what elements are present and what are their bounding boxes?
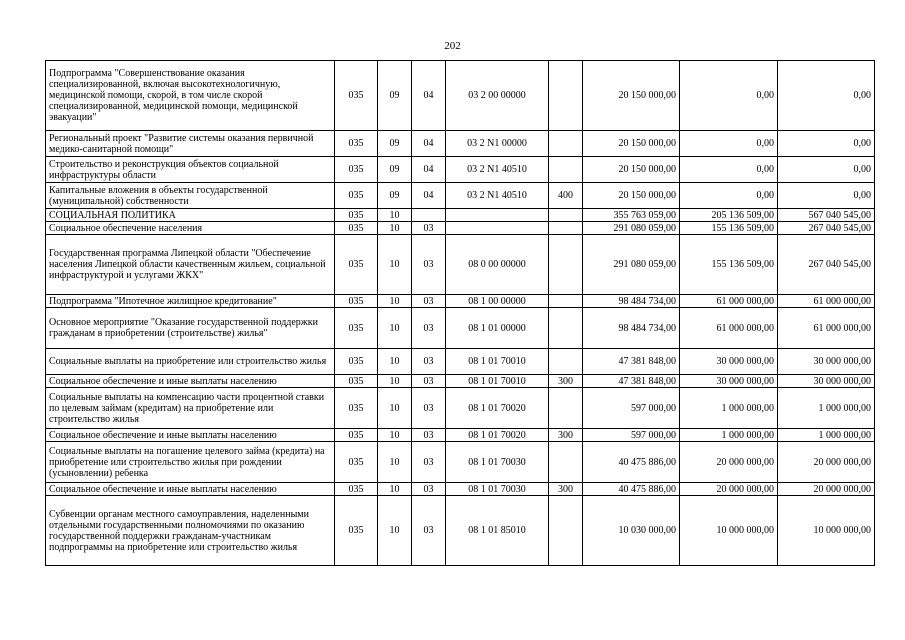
row-name-cell: Основное мероприятие "Оказание государственной поддержки гражданам в приобретении (строительстве) жилья": [46, 308, 335, 349]
row-name-cell: Подпрограмма "Ипотечное жилищное кредитование": [46, 295, 335, 308]
amount-year1-cell: 47 381 848,00: [583, 375, 680, 388]
subsection-code-cell: 03: [412, 349, 446, 375]
table-row: [46, 183, 875, 209]
amount-year2-cell: 61 000 000,00: [680, 295, 778, 308]
amount-year2-cell: 20 000 000,00: [680, 483, 778, 496]
expense-type-cell: 300: [549, 483, 583, 496]
row-name-cell: Подпрограмма "Совершенствование оказания специализированной, включая высокотехнологичную, медицинской помощи, скорой, в том числе скорой специализированной, медицинской помощи, медицинской эвакуации": [46, 61, 335, 131]
target-article-cell: [446, 209, 549, 222]
admin-code-cell: 035: [335, 157, 378, 183]
row-name-cell: Социальное обеспечение населения: [46, 222, 335, 235]
subsection-code-cell: 03: [412, 442, 446, 483]
amount-year2-cell: 10 000 000,00: [680, 496, 778, 566]
target-article-cell: 08 0 00 00000: [446, 235, 549, 295]
admin-code-cell: 035: [335, 235, 378, 295]
section-code-cell: 09: [378, 157, 412, 183]
target-article-cell: 03 2 00 00000: [446, 61, 549, 131]
subsection-code-cell: 03: [412, 308, 446, 349]
expense-type-cell: [549, 295, 583, 308]
admin-code-cell: 035: [335, 183, 378, 209]
amount-year3-cell: 10 000 000,00: [778, 496, 875, 566]
expense-type-cell: [549, 61, 583, 131]
section-code-cell: 10: [378, 308, 412, 349]
admin-code-cell: 035: [335, 388, 378, 429]
amount-year3-cell: 61 000 000,00: [778, 308, 875, 349]
amount-year3-cell: 0,00: [778, 131, 875, 157]
amount-year3-cell: 30 000 000,00: [778, 375, 875, 388]
row-name-cell: Субвенции органам местного самоуправления, наделенными отдельными государственными полномочиями по оказанию государственной поддержки гражданам-участникам подпрограммы на приобретение или строительство жилья: [46, 496, 335, 566]
target-article-cell: 08 1 00 00000: [446, 295, 549, 308]
expense-type-cell: [549, 222, 583, 235]
amount-year3-cell: 61 000 000,00: [778, 295, 875, 308]
subsection-code-cell: 04: [412, 131, 446, 157]
table-row: [46, 61, 875, 131]
amount-year2-cell: 0,00: [680, 131, 778, 157]
section-code-cell: 09: [378, 131, 412, 157]
amount-year2-cell: 30 000 000,00: [680, 375, 778, 388]
row-name-cell: Капитальные вложения в объекты государственной (муниципальной) собственности: [46, 183, 335, 209]
amount-year1-cell: 40 475 886,00: [583, 442, 680, 483]
section-code-cell: 10: [378, 295, 412, 308]
target-article-cell: [446, 222, 549, 235]
target-article-cell: 08 1 01 70010: [446, 349, 549, 375]
row-name-cell: Социальное обеспечение и иные выплаты населению: [46, 375, 335, 388]
table-row: [46, 295, 875, 308]
amount-year3-cell: 0,00: [778, 157, 875, 183]
expense-type-cell: 300: [549, 375, 583, 388]
target-article-cell: 08 1 01 70020: [446, 388, 549, 429]
amount-year2-cell: 0,00: [680, 183, 778, 209]
amount-year2-cell: 1 000 000,00: [680, 388, 778, 429]
amount-year2-cell: 30 000 000,00: [680, 349, 778, 375]
target-article-cell: 03 2 N1 00000: [446, 131, 549, 157]
table-row: [46, 131, 875, 157]
admin-code-cell: 035: [335, 222, 378, 235]
table-row: [46, 442, 875, 483]
subsection-code-cell: 03: [412, 235, 446, 295]
section-code-cell: 09: [378, 183, 412, 209]
admin-code-cell: 035: [335, 131, 378, 157]
subsection-code-cell: 03: [412, 429, 446, 442]
expense-type-cell: 400: [549, 183, 583, 209]
amount-year2-cell: 1 000 000,00: [680, 429, 778, 442]
target-article-cell: 08 1 01 85010: [446, 496, 549, 566]
amount-year1-cell: 20 150 000,00: [583, 61, 680, 131]
amount-year3-cell: 20 000 000,00: [778, 442, 875, 483]
table-row: [46, 388, 875, 429]
amount-year3-cell: 1 000 000,00: [778, 388, 875, 429]
expense-type-cell: [549, 496, 583, 566]
amount-year3-cell: 267 040 545,00: [778, 235, 875, 295]
row-name-cell: Социальные выплаты на погашение целевого займа (кредита) на приобретение или строительство жилья при рождении (усыновлении) ребенка: [46, 442, 335, 483]
amount-year1-cell: 20 150 000,00: [583, 157, 680, 183]
admin-code-cell: 035: [335, 209, 378, 222]
budget-table: [45, 60, 875, 566]
amount-year1-cell: 20 150 000,00: [583, 183, 680, 209]
amount-year3-cell: 567 040 545,00: [778, 209, 875, 222]
expense-type-cell: [549, 442, 583, 483]
table-row: [46, 429, 875, 442]
amount-year1-cell: 597 000,00: [583, 429, 680, 442]
subsection-code-cell: 04: [412, 61, 446, 131]
section-code-cell: 09: [378, 61, 412, 131]
table-row: [46, 349, 875, 375]
row-name-cell: Социальные выплаты на приобретение или строительство жилья: [46, 349, 335, 375]
section-code-cell: 10: [378, 483, 412, 496]
table-row: [46, 375, 875, 388]
row-name-cell: СОЦИАЛЬНАЯ ПОЛИТИКА: [46, 209, 335, 222]
page-number: 202: [444, 40, 461, 52]
admin-code-cell: 035: [335, 308, 378, 349]
section-code-cell: 10: [378, 349, 412, 375]
admin-code-cell: 035: [335, 483, 378, 496]
admin-code-cell: 035: [335, 295, 378, 308]
amount-year3-cell: 0,00: [778, 183, 875, 209]
section-code-cell: 10: [378, 429, 412, 442]
amount-year1-cell: 98 484 734,00: [583, 308, 680, 349]
amount-year1-cell: 291 080 059,00: [583, 235, 680, 295]
expense-type-cell: [549, 349, 583, 375]
amount-year1-cell: 597 000,00: [583, 388, 680, 429]
amount-year1-cell: 20 150 000,00: [583, 131, 680, 157]
amount-year3-cell: 1 000 000,00: [778, 429, 875, 442]
target-article-cell: 03 2 N1 40510: [446, 157, 549, 183]
row-name-cell: Строительство и реконструкция объектов социальной инфраструктуры области: [46, 157, 335, 183]
table-row: [46, 235, 875, 295]
row-name-cell: Региональный проект "Развитие системы оказания первичной медико-санитарной помощи": [46, 131, 335, 157]
row-name-cell: Социальные выплаты на компенсацию части процентной ставки по целевым займам (кредитам) на приобретение или строительство жилья: [46, 388, 335, 429]
expense-type-cell: [549, 209, 583, 222]
amount-year3-cell: 267 040 545,00: [778, 222, 875, 235]
table-row: [46, 308, 875, 349]
expense-type-cell: [549, 388, 583, 429]
amount-year1-cell: 291 080 059,00: [583, 222, 680, 235]
section-code-cell: 10: [378, 375, 412, 388]
target-article-cell: 08 1 01 70010: [446, 375, 549, 388]
row-name-cell: Социальное обеспечение и иные выплаты населению: [46, 429, 335, 442]
section-code-cell: 10: [378, 209, 412, 222]
amount-year3-cell: 20 000 000,00: [778, 483, 875, 496]
table-row: [46, 222, 875, 235]
section-code-cell: 10: [378, 496, 412, 566]
expense-type-cell: [549, 308, 583, 349]
amount-year2-cell: 0,00: [680, 157, 778, 183]
admin-code-cell: 035: [335, 349, 378, 375]
table-row: [46, 483, 875, 496]
amount-year1-cell: 47 381 848,00: [583, 349, 680, 375]
table-row: [46, 157, 875, 183]
amount-year2-cell: 0,00: [680, 61, 778, 131]
amount-year2-cell: 61 000 000,00: [680, 308, 778, 349]
amount-year1-cell: 355 763 059,00: [583, 209, 680, 222]
row-name-cell: Социальное обеспечение и иные выплаты населению: [46, 483, 335, 496]
subsection-code-cell: 03: [412, 222, 446, 235]
admin-code-cell: 035: [335, 442, 378, 483]
target-article-cell: 08 1 01 70030: [446, 483, 549, 496]
target-article-cell: 08 1 01 70030: [446, 442, 549, 483]
expense-type-cell: [549, 131, 583, 157]
section-code-cell: 10: [378, 235, 412, 295]
subsection-code-cell: [412, 209, 446, 222]
section-code-cell: 10: [378, 222, 412, 235]
subsection-code-cell: 04: [412, 157, 446, 183]
row-name-cell: Государственная программа Липецкой области "Обеспечение населения Липецкой области качественным жильем, социальной инфраструктурой и услугами ЖКХ": [46, 235, 335, 295]
amount-year2-cell: 155 136 509,00: [680, 222, 778, 235]
subsection-code-cell: 04: [412, 183, 446, 209]
amount-year1-cell: 98 484 734,00: [583, 295, 680, 308]
target-article-cell: 08 1 01 00000: [446, 308, 549, 349]
expense-type-cell: [549, 157, 583, 183]
expense-type-cell: 300: [549, 429, 583, 442]
amount-year3-cell: 30 000 000,00: [778, 349, 875, 375]
amount-year2-cell: 155 136 509,00: [680, 235, 778, 295]
admin-code-cell: 035: [335, 429, 378, 442]
amount-year2-cell: 20 000 000,00: [680, 442, 778, 483]
amount-year1-cell: 40 475 886,00: [583, 483, 680, 496]
table-row: [46, 209, 875, 222]
amount-year2-cell: 205 136 509,00: [680, 209, 778, 222]
subsection-code-cell: 03: [412, 375, 446, 388]
section-code-cell: 10: [378, 442, 412, 483]
subsection-code-cell: 03: [412, 388, 446, 429]
admin-code-cell: 035: [335, 375, 378, 388]
subsection-code-cell: 03: [412, 496, 446, 566]
amount-year1-cell: 10 030 000,00: [583, 496, 680, 566]
subsection-code-cell: 03: [412, 483, 446, 496]
amount-year3-cell: 0,00: [778, 61, 875, 131]
admin-code-cell: 035: [335, 496, 378, 566]
expense-type-cell: [549, 235, 583, 295]
target-article-cell: 03 2 N1 40510: [446, 183, 549, 209]
admin-code-cell: 035: [335, 61, 378, 131]
target-article-cell: 08 1 01 70020: [446, 429, 549, 442]
section-code-cell: 10: [378, 388, 412, 429]
table-row: [46, 496, 875, 566]
subsection-code-cell: 03: [412, 295, 446, 308]
